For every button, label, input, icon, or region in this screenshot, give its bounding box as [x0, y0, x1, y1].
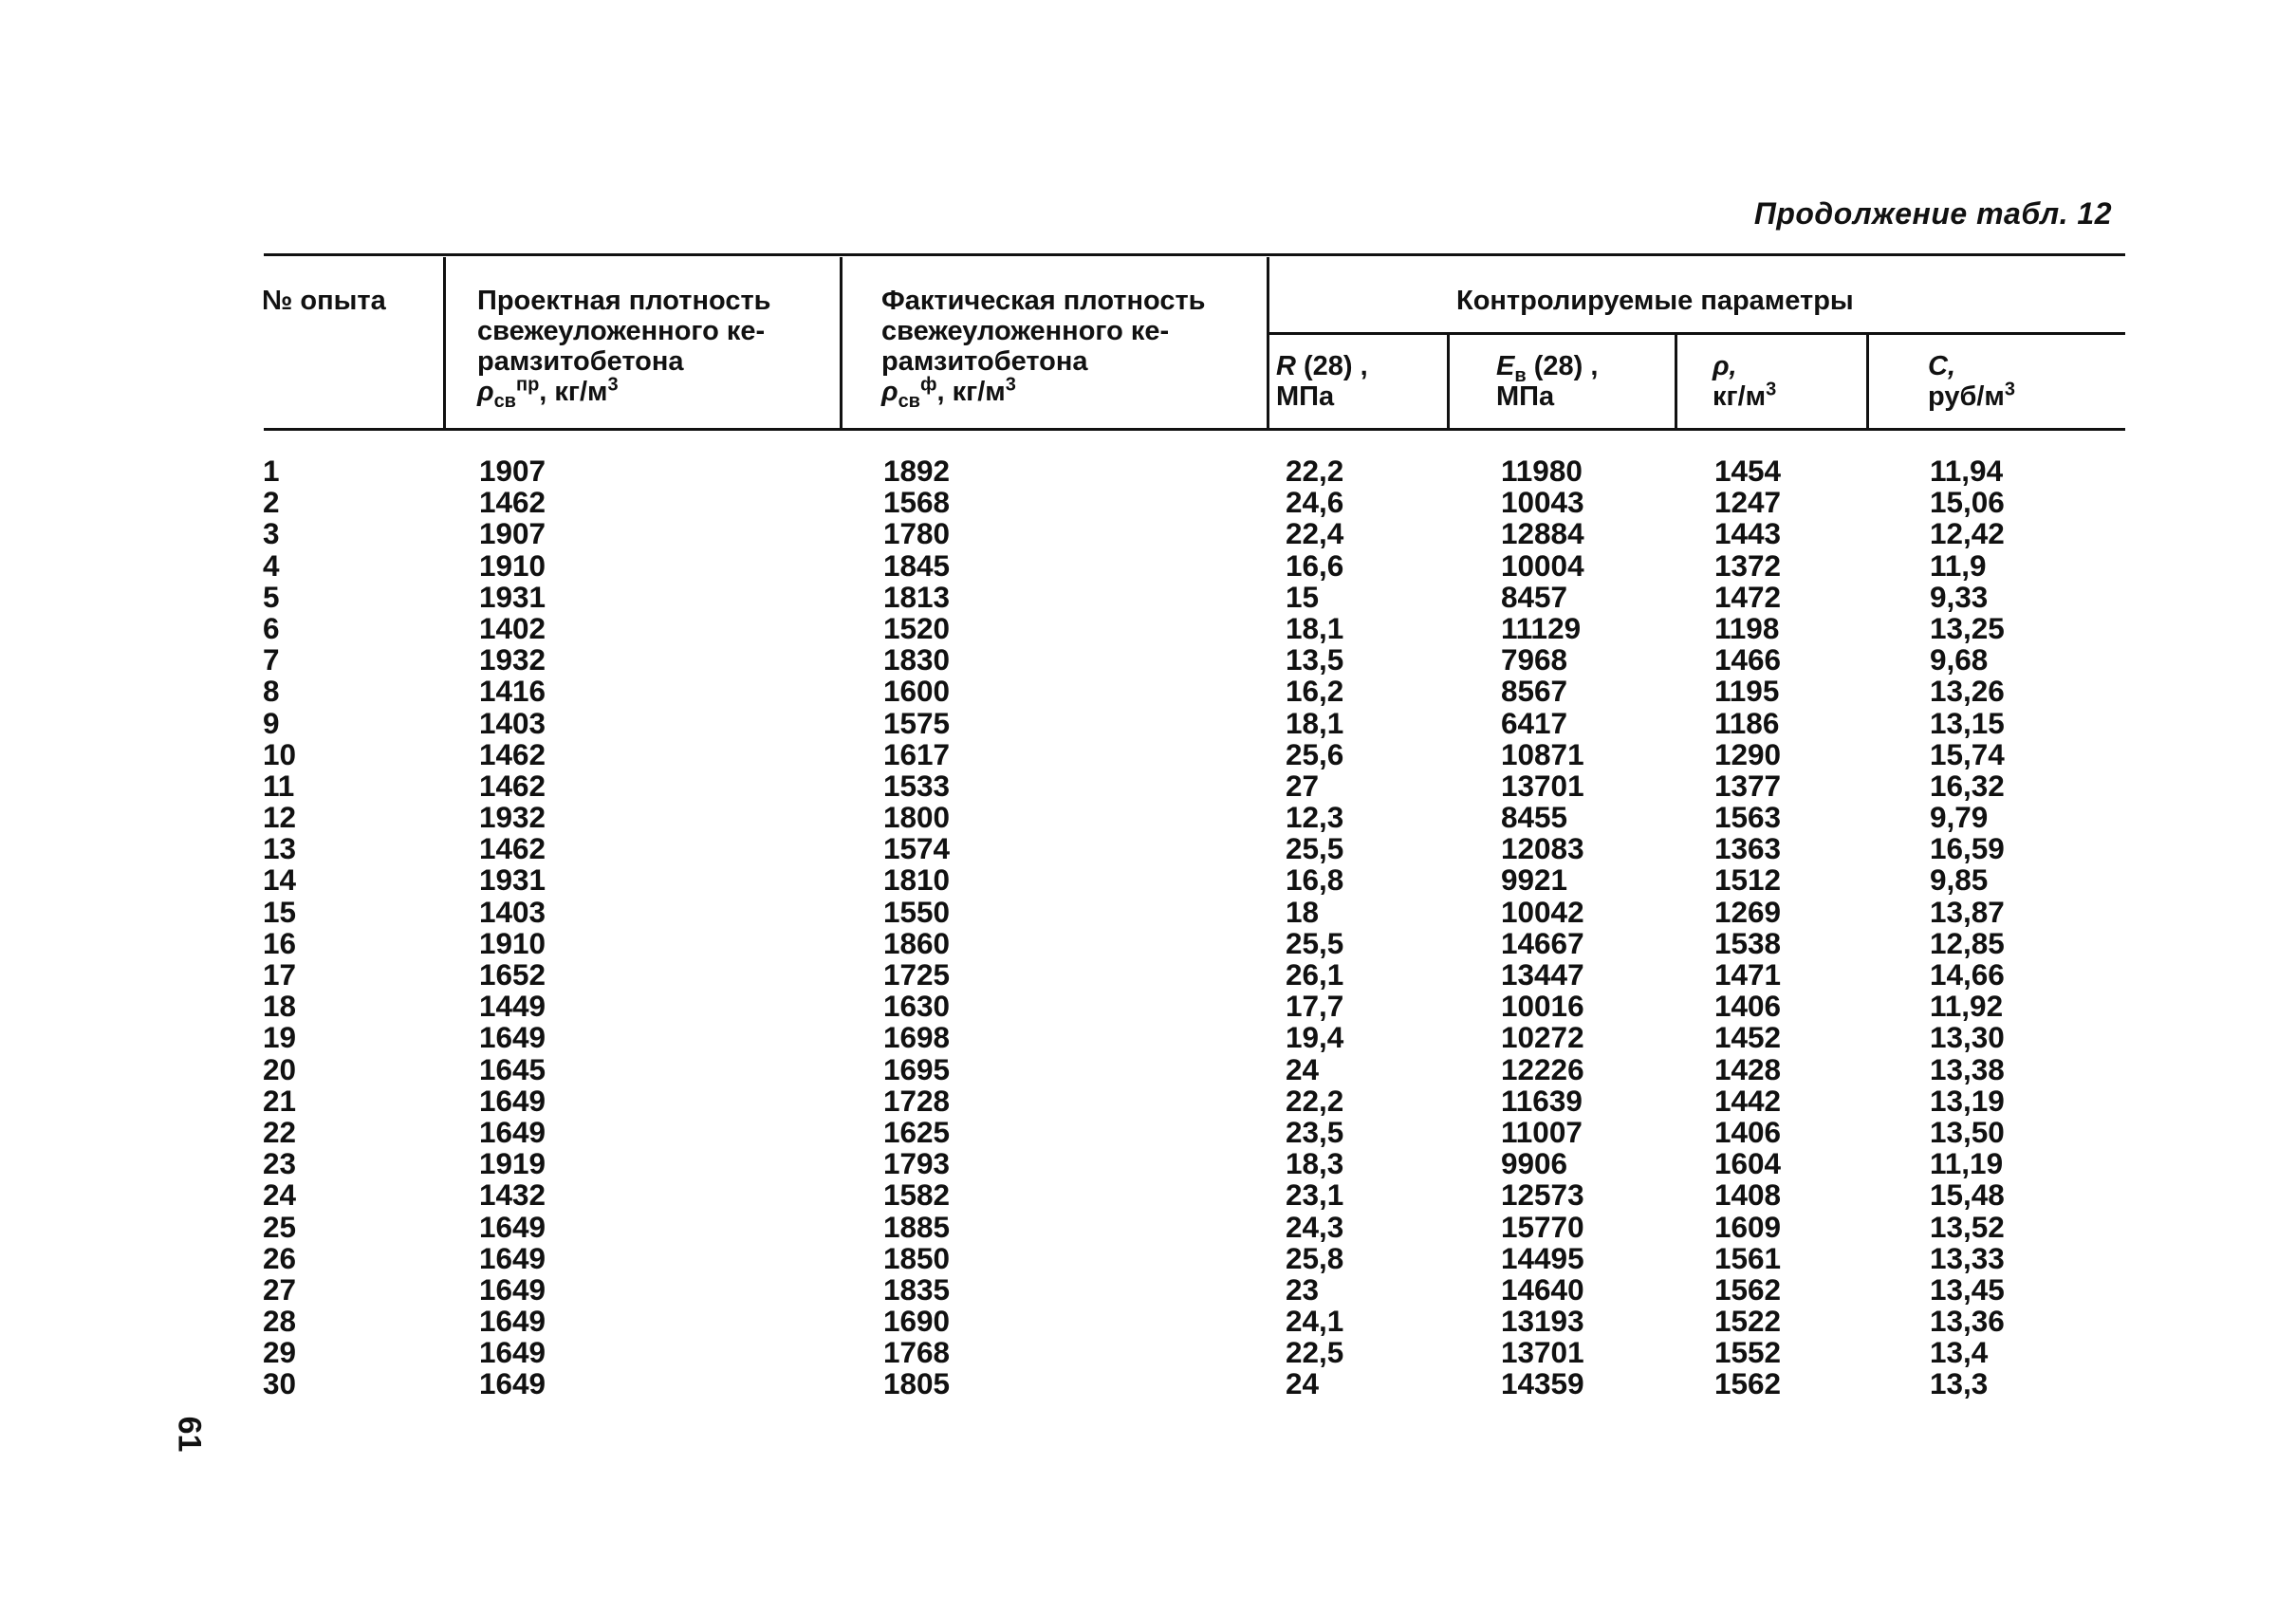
table-cell: 13,33 — [1930, 1240, 2005, 1275]
table-cell: 1910 — [479, 547, 546, 583]
table-cell: 1630 — [883, 989, 951, 1024]
table-cell: 9 — [263, 705, 280, 740]
column-eb28 — [1501, 455, 1584, 1400]
table-cell: 9,33 — [1930, 579, 1989, 614]
table-cell: 1695 — [883, 1051, 951, 1086]
table-cell: 25,8 — [1286, 1240, 1344, 1275]
table-cell: 1649 — [479, 1020, 546, 1055]
table-cell: 10016 — [1501, 989, 1584, 1024]
header-actual-density — [881, 286, 1206, 412]
table-cell: 13,26 — [1930, 674, 2005, 709]
table-cell: 1522 — [1714, 1304, 1782, 1339]
table-cell: 14640 — [1501, 1271, 1584, 1307]
table-cell: 1452 — [1714, 1020, 1782, 1055]
table-cell: 13701 — [1501, 768, 1584, 803]
table-cell: 1428 — [1714, 1051, 1782, 1086]
table-cell: 13701 — [1501, 1335, 1584, 1370]
table-cell: 1850 — [883, 1240, 951, 1275]
table-cell: 14 — [263, 862, 297, 898]
table-cell: 1931 — [479, 862, 546, 898]
divider-r-e — [1447, 334, 1450, 430]
table-cell: 1919 — [479, 1146, 546, 1181]
header-rho: ρ, $кг/м^3$ — [1713, 351, 1777, 412]
table-cell: 8455 — [1501, 800, 1568, 835]
table-cell: 1582 — [883, 1177, 951, 1213]
header-proj-line1: Проектная плотность — [477, 286, 771, 316]
table-cell: 13,4 — [1930, 1335, 1989, 1370]
table-cell: 1520 — [883, 610, 951, 645]
table-cell: 24,6 — [1286, 485, 1344, 520]
table-cell: 19 — [263, 1020, 297, 1055]
table-cell: 1186 — [1714, 705, 1780, 740]
table-cell: 1652 — [479, 957, 546, 992]
table-cell: 1574 — [883, 831, 951, 866]
table-cell: 1562 — [1714, 1271, 1782, 1307]
table-cell: 16,32 — [1930, 768, 2005, 803]
table-cell: 1860 — [883, 925, 951, 960]
table-cell: 17,7 — [1286, 989, 1344, 1024]
header-fact-line2: свежеуложенного ке- — [881, 316, 1170, 346]
table-cell: 1403 — [479, 705, 546, 740]
header-eb28: $E_в$ (28) , МПа — [1496, 351, 1599, 412]
column-experiment-no — [263, 455, 296, 1400]
table-cell: 13447 — [1501, 957, 1584, 992]
page-number: 61 — [171, 1416, 208, 1453]
header-fact-line1: Фактическая плотность — [881, 286, 1206, 316]
table-cell: 1690 — [883, 1304, 951, 1339]
table-cell: 1512 — [1714, 862, 1782, 898]
table-cell: 1830 — [883, 642, 951, 677]
table-cell: 12 — [263, 800, 297, 835]
table-cell: 13,5 — [1286, 642, 1344, 677]
table-cell: 26,1 — [1286, 957, 1344, 992]
table-cell: 1649 — [479, 1209, 546, 1244]
table-cell: 21 — [263, 1083, 297, 1118]
table-cell: 13,52 — [1930, 1209, 2005, 1244]
table-cell: 13,30 — [1930, 1020, 2005, 1055]
top-rule — [264, 253, 2125, 256]
table-cell: 30 — [263, 1366, 297, 1401]
table-cell: 11,94 — [1930, 454, 2004, 488]
table-cell: 1472 — [1714, 579, 1782, 614]
table-cell: 11980 — [1501, 454, 1583, 488]
table-cell: 1835 — [883, 1271, 951, 1307]
table-cell: 1454 — [1714, 454, 1782, 488]
table-cell: 1649 — [479, 1083, 546, 1118]
table-cell: 1813 — [883, 579, 951, 614]
table-cell: 1575 — [883, 705, 951, 740]
table-cell: 1932 — [479, 800, 546, 835]
header-controlled-params: Контролируемые параметры — [1456, 286, 1854, 316]
table-cell: 16,2 — [1286, 674, 1344, 709]
table-cell: 1649 — [479, 1366, 546, 1401]
table-cell: 1449 — [479, 989, 546, 1024]
table-cell: 9906 — [1501, 1146, 1568, 1181]
table-cell: 26 — [263, 1240, 297, 1275]
table-cell: 17 — [263, 957, 297, 992]
table-cell: 10043 — [1501, 485, 1584, 520]
table-cell: 1793 — [883, 1146, 951, 1181]
table-cell: 8457 — [1501, 579, 1568, 614]
column-actual-density — [883, 455, 950, 1400]
table-cell: 16,6 — [1286, 547, 1344, 583]
table-cell: 10042 — [1501, 894, 1584, 929]
table-cell: 1471 — [1714, 957, 1782, 992]
header-cost: C, руб/$м^3$ — [1928, 351, 2016, 412]
divider-e-rho — [1675, 334, 1677, 430]
table-cell: 18,3 — [1286, 1146, 1344, 1181]
table-cell: 1372 — [1714, 547, 1782, 583]
table-cell: 11129 — [1501, 610, 1582, 645]
divider-rho-c — [1866, 334, 1869, 430]
table-cell: 22 — [263, 1114, 297, 1149]
table-cell: 13,50 — [1930, 1114, 2005, 1149]
table-cell: 1609 — [1714, 1209, 1782, 1244]
table-cell: 1845 — [883, 547, 951, 583]
divider-fact-controlled — [1267, 257, 1269, 430]
table-cell: 1645 — [479, 1051, 546, 1086]
header-fact-symbol: $\rho_{св}^ф$, $кг/м^3$ — [881, 374, 1016, 412]
table-cell: 15770 — [1501, 1209, 1584, 1244]
table-cell: 1269 — [1714, 894, 1782, 929]
table-cell: 24 — [1286, 1051, 1320, 1086]
table-cell: 1462 — [479, 831, 546, 866]
divider-no-proj — [443, 257, 446, 430]
header-r28: R (28) , МПа — [1276, 351, 1368, 412]
column-cost — [1930, 455, 2005, 1400]
table-cell: 1698 — [883, 1020, 951, 1055]
divider-proj-fact — [840, 257, 842, 430]
table-cell: 10004 — [1501, 547, 1584, 583]
table-cell: 1247 — [1714, 485, 1782, 520]
table-cell: 13,3 — [1930, 1366, 1989, 1401]
table-cell: 13,38 — [1930, 1051, 2005, 1086]
table-cell: 1931 — [479, 579, 546, 614]
table-cell: 12884 — [1501, 516, 1584, 551]
table-cell: 18,1 — [1286, 610, 1344, 645]
table-caption: Продолжение табл. 12 — [1753, 196, 2112, 231]
table-cell: 1198 — [1714, 610, 1780, 645]
table-cell: 16 — [263, 925, 297, 960]
table-cell: 1649 — [479, 1240, 546, 1275]
table-cell: 11 — [263, 768, 295, 803]
table-cell: 7 — [263, 642, 280, 677]
table-cell: 13,87 — [1930, 894, 2005, 929]
table-cell: 22,4 — [1286, 516, 1344, 551]
table-cell: 1 — [263, 454, 280, 488]
table-cell: 14495 — [1501, 1240, 1584, 1275]
table-cell: 25,5 — [1286, 831, 1344, 866]
table-cell: 24,3 — [1286, 1209, 1344, 1244]
table-cell: 1563 — [1714, 800, 1782, 835]
table-cell: 18 — [263, 989, 297, 1024]
subheader-rule — [1269, 332, 2125, 335]
table-cell: 13,19 — [1930, 1083, 2005, 1118]
table-cell: 1649 — [479, 1335, 546, 1370]
table-cell: 15,48 — [1930, 1177, 2005, 1213]
table-cell: 29 — [263, 1335, 297, 1370]
table-cell: 24 — [1286, 1366, 1320, 1401]
table-cell: 11,9 — [1930, 547, 1987, 583]
table-cell: 1402 — [479, 610, 546, 645]
table-cell: 1195 — [1714, 674, 1780, 709]
table-cell: 1443 — [1714, 516, 1782, 551]
table-cell: 1910 — [479, 925, 546, 960]
table-cell: 1649 — [479, 1114, 546, 1149]
table-cell: 15 — [263, 894, 297, 929]
table-cell: 13,15 — [1930, 705, 2005, 740]
column-rho — [1714, 455, 1781, 1400]
table-cell: 9,79 — [1930, 800, 1989, 835]
table-cell: 15,74 — [1930, 736, 2005, 771]
table-cell: 1625 — [883, 1114, 951, 1149]
table-cell: 1363 — [1714, 831, 1782, 866]
table-cell: 1538 — [1714, 925, 1782, 960]
table-cell: 12,85 — [1930, 925, 2005, 960]
table-cell: 1403 — [479, 894, 546, 929]
table-cell: 12083 — [1501, 831, 1584, 866]
table-cell: 8 — [263, 674, 280, 709]
header-proj-symbol: $\rho_{св}^{пр}$, $кг/м^3$ — [477, 374, 619, 412]
table-cell: 1649 — [479, 1271, 546, 1307]
table-cell: 1550 — [883, 894, 951, 929]
table-cell: 15,06 — [1930, 485, 2005, 520]
table-cell: 9,68 — [1930, 642, 1989, 677]
table-cell: 24,1 — [1286, 1304, 1344, 1339]
table-cell: 23,5 — [1286, 1114, 1344, 1149]
table-cell: 1780 — [883, 516, 951, 551]
table-cell: 1617 — [883, 736, 951, 771]
table-cell: 6 — [263, 610, 280, 645]
table-cell: 1649 — [479, 1304, 546, 1339]
table-cell: 1406 — [1714, 1114, 1782, 1149]
table-cell: 25 — [263, 1209, 297, 1244]
table-cell: 3 — [263, 516, 280, 551]
table-cell: 1552 — [1714, 1335, 1782, 1370]
table-cell: 23,1 — [1286, 1177, 1344, 1213]
table-cell: 12,3 — [1286, 800, 1344, 835]
table-cell: 8567 — [1501, 674, 1568, 709]
table-cell: 10 — [263, 736, 297, 771]
table-cell: 1462 — [479, 768, 546, 803]
table-cell: 1568 — [883, 485, 951, 520]
table-cell: 1416 — [479, 674, 546, 709]
table-cell: 13,36 — [1930, 1304, 2005, 1339]
table-cell: 1885 — [883, 1209, 951, 1244]
table-cell: 18 — [1286, 894, 1320, 929]
table-cell: 1466 — [1714, 642, 1782, 677]
table-cell: 7968 — [1501, 642, 1568, 677]
table-cell: 13193 — [1501, 1304, 1584, 1339]
table-cell: 1290 — [1714, 736, 1782, 771]
table-cell: 23 — [263, 1146, 297, 1181]
table-cell: 27 — [263, 1271, 297, 1307]
table-cell: 19,4 — [1286, 1020, 1344, 1055]
table-cell: 1408 — [1714, 1177, 1782, 1213]
header-proj-line2: свежеуложенного ке- — [477, 316, 766, 346]
table-cell: 1768 — [883, 1335, 951, 1370]
table-cell: 1432 — [479, 1177, 546, 1213]
table-cell: 11,92 — [1930, 989, 2004, 1024]
table-cell: 1800 — [883, 800, 951, 835]
table-cell: 9,85 — [1930, 862, 1989, 898]
table-cell: 15 — [1286, 579, 1320, 614]
column-r28 — [1286, 455, 1343, 1400]
table-cell: 25,5 — [1286, 925, 1344, 960]
table-cell: 1462 — [479, 736, 546, 771]
table-cell: 1462 — [479, 485, 546, 520]
table-cell: 1562 — [1714, 1366, 1782, 1401]
header-proj-line3: рамзитобетона — [477, 346, 684, 377]
table-cell: 1907 — [479, 516, 546, 551]
table-cell: 6417 — [1501, 705, 1568, 740]
table-cell: 10272 — [1501, 1020, 1584, 1055]
table-cell: 1907 — [479, 454, 546, 488]
table-cell: 1892 — [883, 454, 951, 488]
table-cell: 11007 — [1501, 1114, 1583, 1149]
table-cell: 1728 — [883, 1083, 951, 1118]
table-cell: 2 — [263, 485, 280, 520]
table-cell: 1442 — [1714, 1083, 1782, 1118]
table-cell: 1377 — [1714, 768, 1782, 803]
table-cell: 16,59 — [1930, 831, 2005, 866]
table-cell: 1600 — [883, 674, 951, 709]
table-cell: 5 — [263, 579, 280, 614]
table-cell: 1725 — [883, 957, 951, 992]
table-cell: 1810 — [883, 862, 951, 898]
table-cell: 10871 — [1501, 736, 1584, 771]
table-cell: 9921 — [1501, 862, 1568, 898]
table-cell: 14359 — [1501, 1366, 1584, 1401]
table-cell: 1932 — [479, 642, 546, 677]
table-cell: 18,1 — [1286, 705, 1344, 740]
table-cell: 20 — [263, 1051, 297, 1086]
table-cell: 1406 — [1714, 989, 1782, 1024]
table-cell: 22,2 — [1286, 1083, 1344, 1118]
table-cell: 28 — [263, 1304, 297, 1339]
header-fact-line3: рамзитобетона — [881, 346, 1088, 377]
table-cell: 22,5 — [1286, 1335, 1344, 1370]
table-cell: 13,25 — [1930, 610, 2005, 645]
table-cell: 13 — [263, 831, 297, 866]
column-design-density — [479, 455, 546, 1400]
header-no-label: № опыта — [262, 286, 386, 316]
header-design-density — [477, 286, 771, 412]
table-cell: 22,2 — [1286, 454, 1344, 488]
header-experiment-no — [262, 286, 386, 316]
table-cell: 13,45 — [1930, 1271, 2005, 1307]
table-cell: 1533 — [883, 768, 951, 803]
table-cell: 1561 — [1714, 1240, 1782, 1275]
table-cell: 12573 — [1501, 1177, 1584, 1213]
table-cell: 25,6 — [1286, 736, 1344, 771]
table-cell: 16,8 — [1286, 862, 1344, 898]
table-cell: 14667 — [1501, 925, 1584, 960]
table-cell: 12226 — [1501, 1051, 1584, 1086]
table-cell: 11639 — [1501, 1083, 1583, 1118]
table-cell: 1604 — [1714, 1146, 1782, 1181]
table-cell: 4 — [263, 547, 280, 583]
table-cell: 12,42 — [1930, 516, 2005, 551]
table-cell: 1805 — [883, 1366, 951, 1401]
table-cell: 27 — [1286, 768, 1320, 803]
header-bottom-rule — [264, 428, 2125, 431]
table-cell: 11,19 — [1930, 1146, 2004, 1181]
table-cell: 14,66 — [1930, 957, 2005, 992]
table-cell: 24 — [263, 1177, 297, 1213]
table-cell: 23 — [1286, 1271, 1320, 1307]
